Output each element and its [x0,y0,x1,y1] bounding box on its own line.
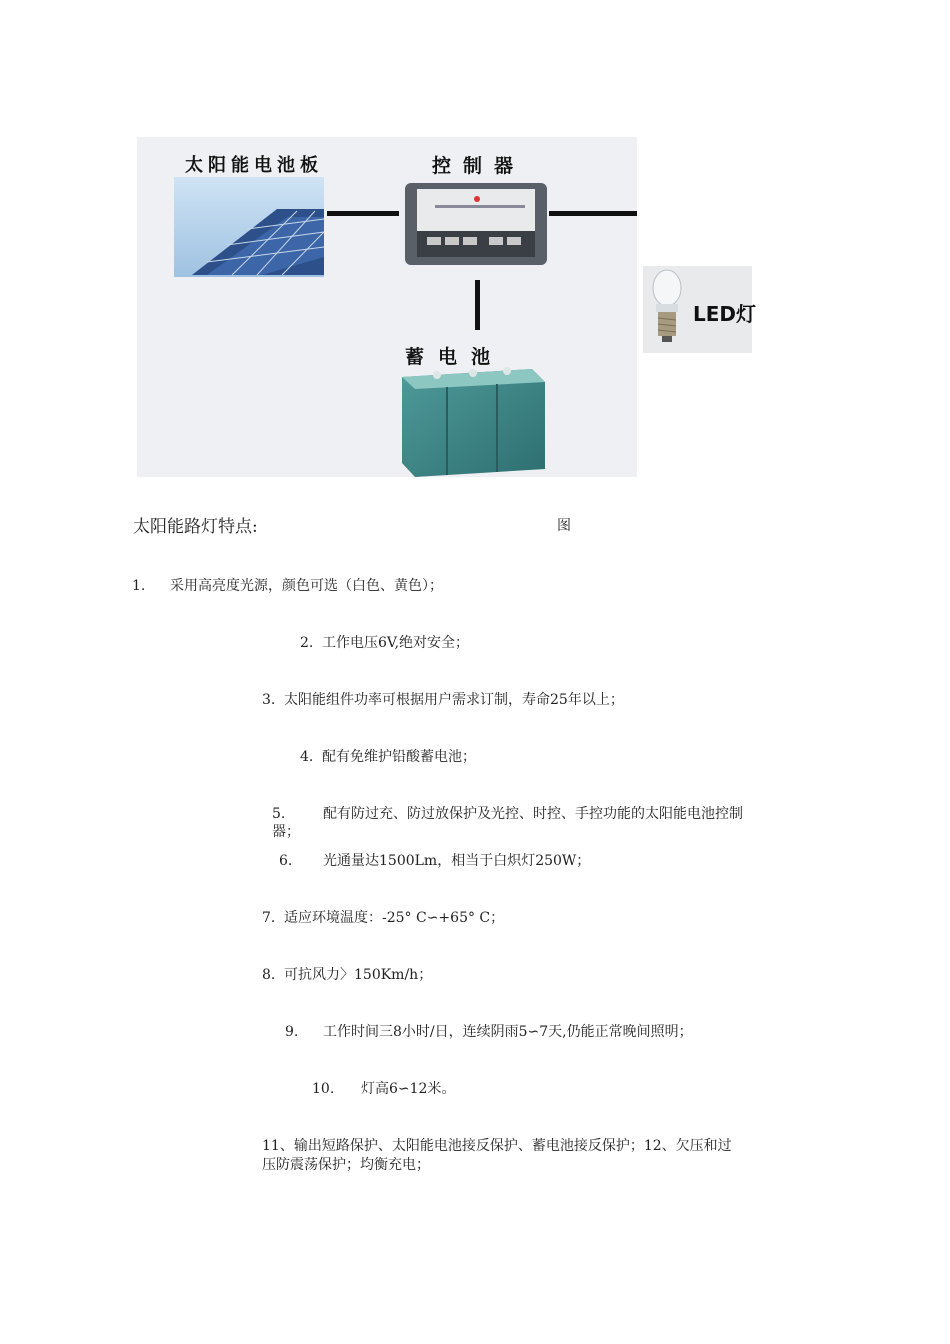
diagram-graphics [137,137,637,477]
figure-marker: 图 [557,518,571,534]
list-item: 9. 工作时间三8小时/日，连续阴雨5∽7天,仍能正常晚间照明； [285,1024,693,1040]
list-item: 5. 配有防过充、防过放保护及光控、时控、手控功能的太阳能电池控制 [272,806,743,822]
solar-panel-label: 太阳能电池板 [185,155,323,176]
battery-label: 蓄电池 [405,346,505,368]
list-item: 10. 灯高6∽12米。 [312,1081,456,1097]
list-item: 6. 光通量达1500Lm，相当于白炽灯250W； [279,853,591,869]
battery-image [402,367,545,477]
wire-controller-battery [475,280,480,330]
list-item: 1. 采用高亮度光源，颜色可选（白色、黄色）； [132,578,443,594]
controller-image [405,183,547,265]
list-item: 4. 配有免维护铅酸蓄电池； [300,749,476,765]
led-lamp-image [643,266,757,353]
controller-label: 控制器 [432,155,526,177]
light-bulb-icon [647,266,687,353]
list-item-continuation: 压防震荡保护；均衡充电； [262,1157,430,1173]
list-item-continuation: 器； [272,824,300,840]
list-item: 11、输出短路保护、太阳能电池接反保护、蓄电池接反保护；12、欠压和过 [262,1138,732,1154]
led-label: LED灯 [693,302,757,326]
wire-controller-led [549,211,637,216]
list-item: 2. 工作电压6V,绝对安全； [300,635,470,651]
section-heading: 太阳能路灯特点: [133,517,258,537]
list-item: 3. 太阳能组件功率可根据用户需求订制，寿命25年以上； [262,692,624,708]
solar-panel-image [174,177,324,277]
list-item: 7. 适应环境温度：-25° C∽+65° C； [262,910,505,926]
wire-panel-controller [327,211,399,216]
list-item: 8. 可抗风力〉150Km/h； [262,967,433,983]
system-diagram [137,137,637,477]
